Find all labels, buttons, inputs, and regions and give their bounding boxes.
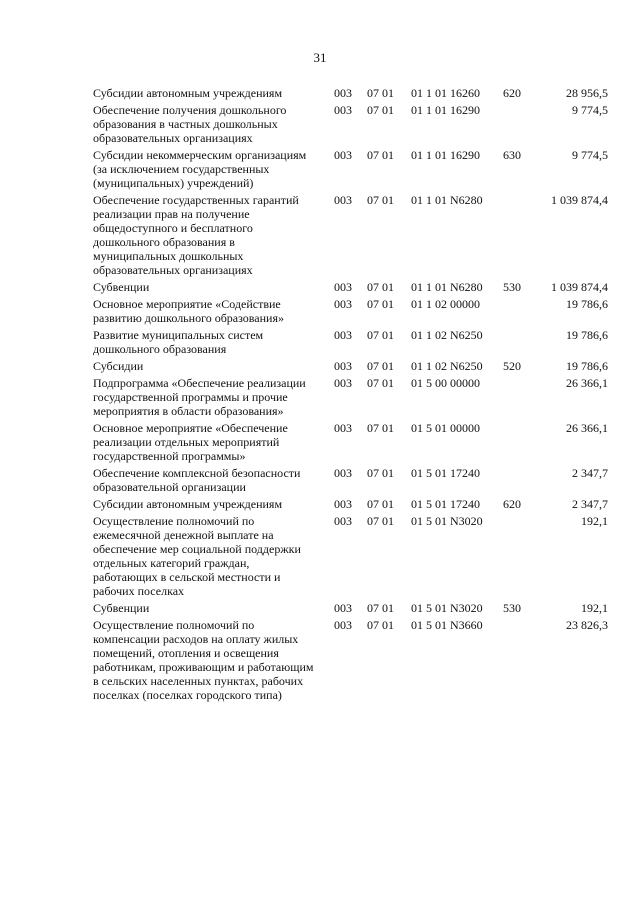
table-row (93, 376, 608, 418)
cell-article-code: 01 1 02 N6250 (411, 359, 483, 373)
cell-amount: 19 786,6 (566, 328, 608, 342)
cell-article-code: 01 1 01 N6280 (411, 193, 483, 207)
table-row (93, 103, 608, 145)
cell-section-code: 07 01 (367, 421, 394, 435)
cell-name: Обеспечение получения дошкольного образования в частных дошкольных образовательных организациях (93, 103, 287, 145)
cell-amount: 192,1 (581, 601, 608, 615)
cell-expense-type-code: 620 (503, 86, 521, 100)
cell-section-code: 07 01 (367, 466, 394, 480)
cell-ministry-code: 003 (334, 148, 352, 162)
cell-expense-type-code: 520 (503, 359, 521, 373)
cell-ministry-code: 003 (334, 514, 352, 528)
cell-ministry-code: 003 (334, 103, 352, 117)
cell-name: Субсидии автономным учреждениям (93, 86, 283, 100)
cell-article-code: 01 5 01 00000 (411, 421, 480, 435)
cell-ministry-code: 003 (334, 328, 352, 342)
cell-article-code: 01 1 01 16290 (411, 103, 480, 117)
cell-expense-type-code: 620 (503, 497, 521, 511)
cell-name: Субсидии (93, 359, 144, 373)
table-row (93, 328, 608, 356)
cell-article-code: 01 5 01 17240 (411, 497, 480, 511)
cell-amount: 9 774,5 (572, 103, 608, 117)
cell-ministry-code: 003 (334, 497, 352, 511)
cell-article-code: 01 1 02 00000 (411, 297, 480, 311)
cell-ministry-code: 003 (334, 376, 352, 390)
cell-article-code: 01 1 02 N6250 (411, 328, 483, 342)
cell-amount: 9 774,5 (572, 148, 608, 162)
table-row (93, 193, 608, 277)
cell-ministry-code: 003 (334, 297, 352, 311)
cell-section-code: 07 01 (367, 618, 394, 632)
cell-ministry-code: 003 (334, 466, 352, 480)
table-row (93, 359, 608, 373)
cell-article-code: 01 5 01 N3020 (411, 601, 483, 615)
cell-name: Субсидии автономным учреждениям (93, 497, 283, 511)
table-row (93, 601, 608, 615)
cell-name: Субсидии некоммерческим организациям (за исключением государственных (муниципальных) учреждений) (93, 148, 307, 190)
cell-name: Основное мероприятие «Содействие развитию дошкольного образования» (93, 297, 284, 325)
cell-section-code: 07 01 (367, 328, 394, 342)
table-row (93, 514, 608, 598)
cell-name: Осуществление полномочий по компенсации расходов на оплату жилых помещений, отопления и освещения работникам, проживающим и работающим в сельских населенных пунктах, рабочих поселках (поселках городского типа) (93, 618, 314, 702)
cell-section-code: 07 01 (367, 297, 394, 311)
cell-section-code: 07 01 (367, 497, 394, 511)
cell-article-code: 01 1 01 N6280 (411, 280, 483, 294)
cell-amount: 26 366,1 (566, 376, 608, 390)
cell-section-code: 07 01 (367, 514, 394, 528)
budget-table (93, 86, 608, 705)
cell-ministry-code: 003 (334, 618, 352, 632)
cell-article-code: 01 5 00 00000 (411, 376, 480, 390)
cell-section-code: 07 01 (367, 193, 394, 207)
cell-amount: 1 039 874,4 (551, 280, 608, 294)
cell-name: Субвенции (93, 601, 150, 615)
cell-section-code: 07 01 (367, 86, 394, 100)
table-row (93, 86, 608, 100)
cell-amount: 19 786,6 (566, 297, 608, 311)
cell-article-code: 01 1 01 16260 (411, 86, 480, 100)
cell-name: Подпрограмма «Обеспечение реализации государственной программы и прочие мероприятия в области образования» (93, 376, 306, 418)
cell-section-code: 07 01 (367, 280, 394, 294)
table-row (93, 421, 608, 463)
cell-article-code: 01 5 01 N3020 (411, 514, 483, 528)
cell-ministry-code: 003 (334, 280, 352, 294)
table-row (93, 280, 608, 294)
table-row (93, 148, 608, 190)
cell-name: Осуществление полномочий по ежемесячной денежной выплате на обеспечение мер социальной поддержки отдельных категорий граждан, работающих в сельской местности и рабочих поселках (93, 514, 301, 598)
cell-section-code: 07 01 (367, 103, 394, 117)
page-number: 31 (313, 50, 327, 65)
table-row (93, 497, 608, 511)
cell-amount: 23 826,3 (566, 618, 608, 632)
cell-amount: 1 039 874,4 (551, 193, 608, 207)
cell-expense-type-code: 630 (503, 148, 521, 162)
cell-expense-type-code: 530 (503, 280, 521, 294)
table-row (93, 618, 608, 702)
cell-section-code: 07 01 (367, 359, 394, 373)
cell-article-code: 01 5 01 17240 (411, 466, 480, 480)
cell-ministry-code: 003 (334, 601, 352, 615)
cell-amount: 192,1 (581, 514, 608, 528)
cell-name: Субвенции (93, 280, 150, 294)
cell-name: Развитие муниципальных систем дошкольного образования (93, 328, 264, 356)
cell-article-code: 01 1 01 16290 (411, 148, 480, 162)
cell-amount: 26 366,1 (566, 421, 608, 435)
cell-name: Обеспечение государственных гарантий реализации прав на получение общедоступного и бесплатного дошкольного образования в муниципальных дошкольных образовательных организациях (93, 193, 299, 277)
cell-ministry-code: 003 (334, 193, 352, 207)
table-row (93, 297, 608, 325)
cell-amount: 2 347,7 (572, 497, 608, 511)
cell-amount: 19 786,6 (566, 359, 608, 373)
cell-ministry-code: 003 (334, 359, 352, 373)
cell-article-code: 01 5 01 N3660 (411, 618, 483, 632)
cell-name: Основное мероприятие «Обеспечение реализации отдельных мероприятий государственной программы» (93, 421, 288, 463)
cell-section-code: 07 01 (367, 601, 394, 615)
cell-section-code: 07 01 (367, 148, 394, 162)
cell-ministry-code: 003 (334, 86, 352, 100)
cell-section-code: 07 01 (367, 376, 394, 390)
cell-ministry-code: 003 (334, 421, 352, 435)
cell-amount: 2 347,7 (572, 466, 608, 480)
cell-expense-type-code: 530 (503, 601, 521, 615)
cell-name: Обеспечение комплексной безопасности образовательной организации (93, 466, 301, 494)
table-row (93, 466, 608, 494)
cell-amount: 28 956,5 (566, 86, 608, 100)
